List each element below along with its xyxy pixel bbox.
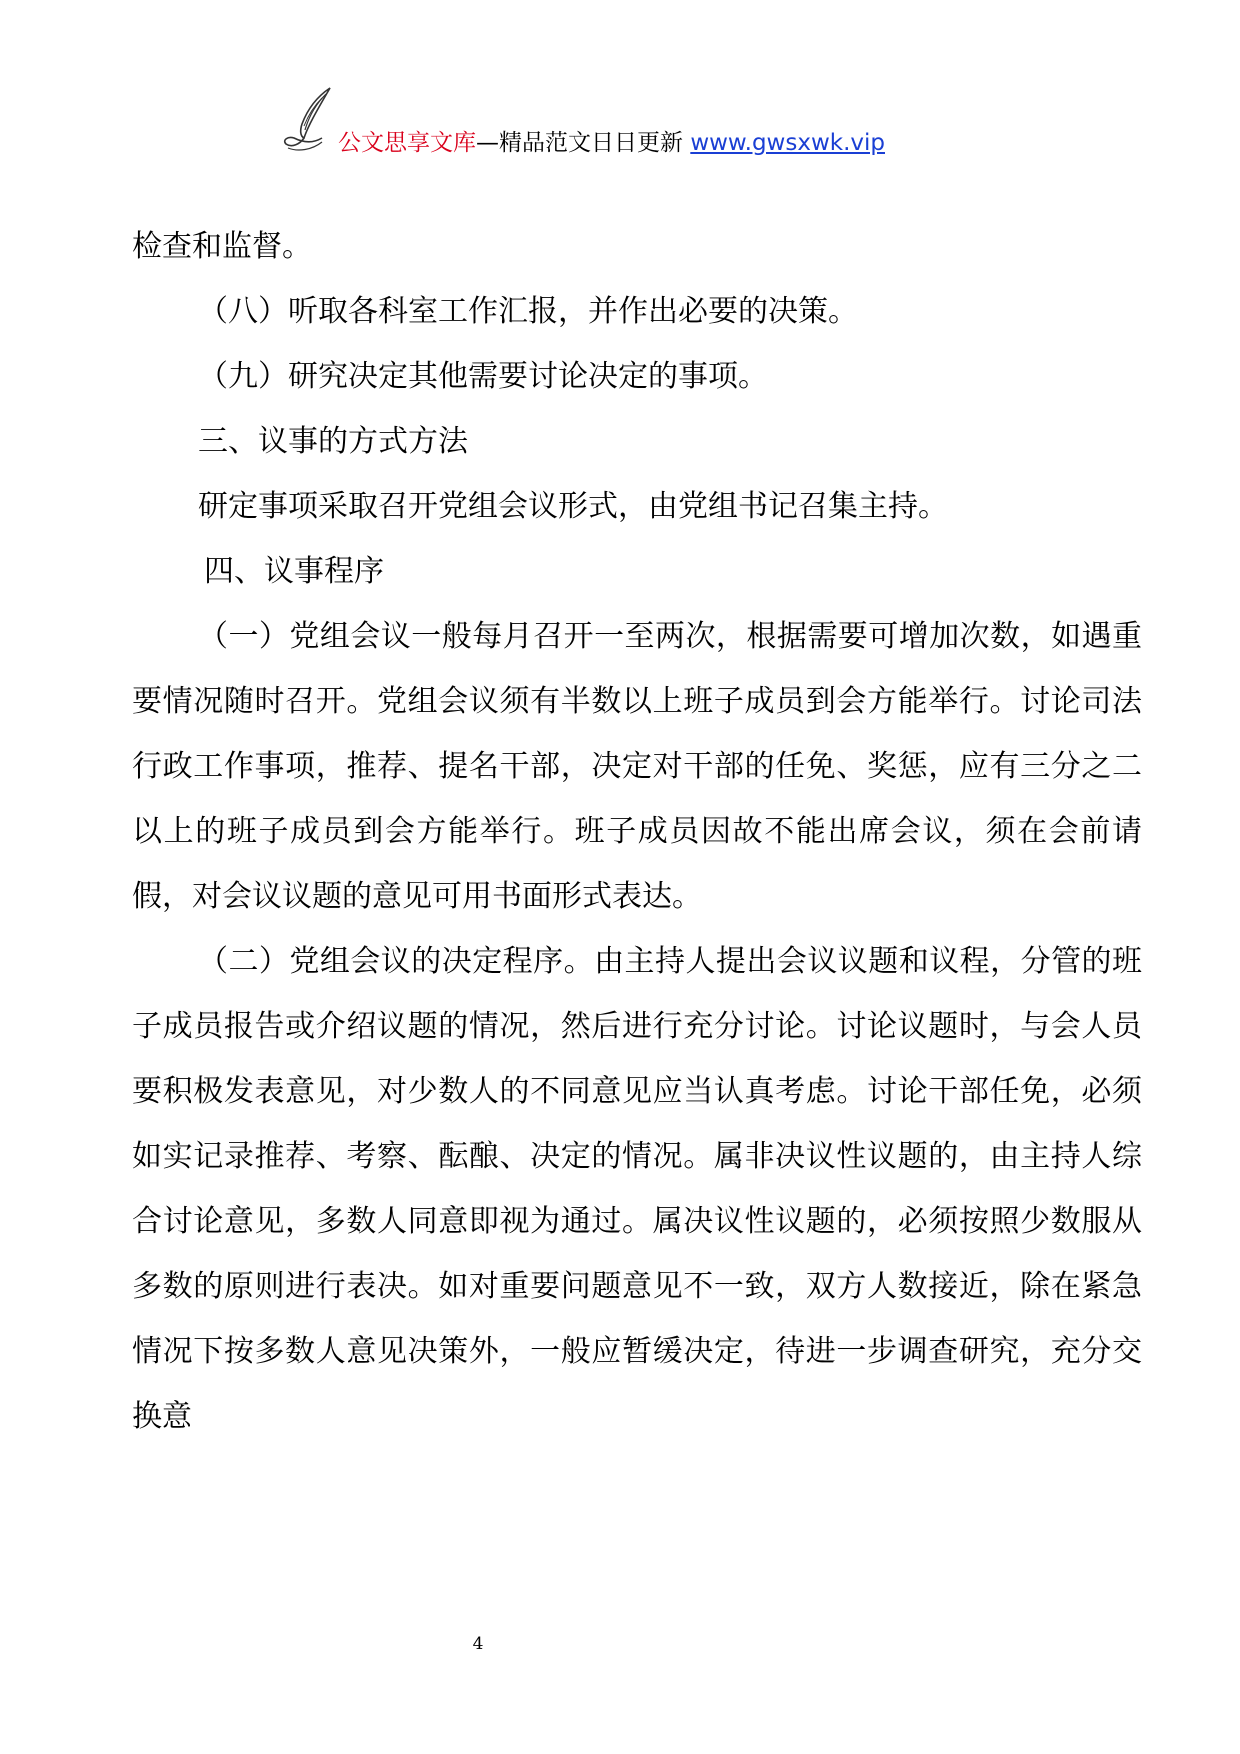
- page-header: [278, 86, 978, 156]
- section-heading: 三、议事的方式方法: [198, 424, 468, 459]
- brand-name: 公文思享文库: [338, 130, 476, 156]
- header-text: [338, 124, 885, 157]
- paragraph: （九）研究决定其他需要讨论决定的事项。: [198, 359, 768, 394]
- paragraph: （八）听取各科室工作汇报，并作出必要的决策。: [198, 294, 858, 329]
- quill-pen-icon: [278, 86, 346, 156]
- tagline: —精品范文日日更新: [476, 130, 691, 156]
- section-heading: 四、议事程序: [204, 554, 384, 589]
- page-number: 4: [472, 1634, 484, 1654]
- paragraph: （二）党组会议的决定程序。由主持人提出会议议题和议程，分管的班子成员报告或介绍议题的情况，然后进行充分讨论。讨论议题时，与会人员要积极发表意见，对少数人的不同意见应当认真考虑。讨论干部任免，必须如实记录推荐、考察、酝酿、决定的情况。属非决议性议题的，由主持人综合讨论意见，多数人同意即视为通过。属决议性议题的，必须按照少数服从多数的原则进行表决。如对重要问题意见不一致，双方人数接近，除在紧急情况下按多数人意见决策外，一般应暂缓决定，待进一步调查研究，充分交换意: [132, 944, 1142, 1434]
- paragraph: （一）党组会议一般每月召开一至两次，根据需要可增加次数，如遇重要情况随时召开。党组会议须有半数以上班子成员到会方能举行。讨论司法行政工作事项，推荐、提名干部，决定对干部的任免、奖惩，应有三分之二以上的班子成员到会方能举行。班子成员因故不能出席会议，须在会前请假，对会议议题的意见可用书面形式表达。: [132, 619, 1142, 914]
- site-link[interactable]: www.gwsxwk.vip: [690, 130, 885, 156]
- document-body: [132, 214, 1142, 1449]
- paragraph: 研定事项采取召开党组会议形式，由党组书记召集主持。: [198, 489, 948, 524]
- paragraph: 检查和监督。: [132, 229, 312, 264]
